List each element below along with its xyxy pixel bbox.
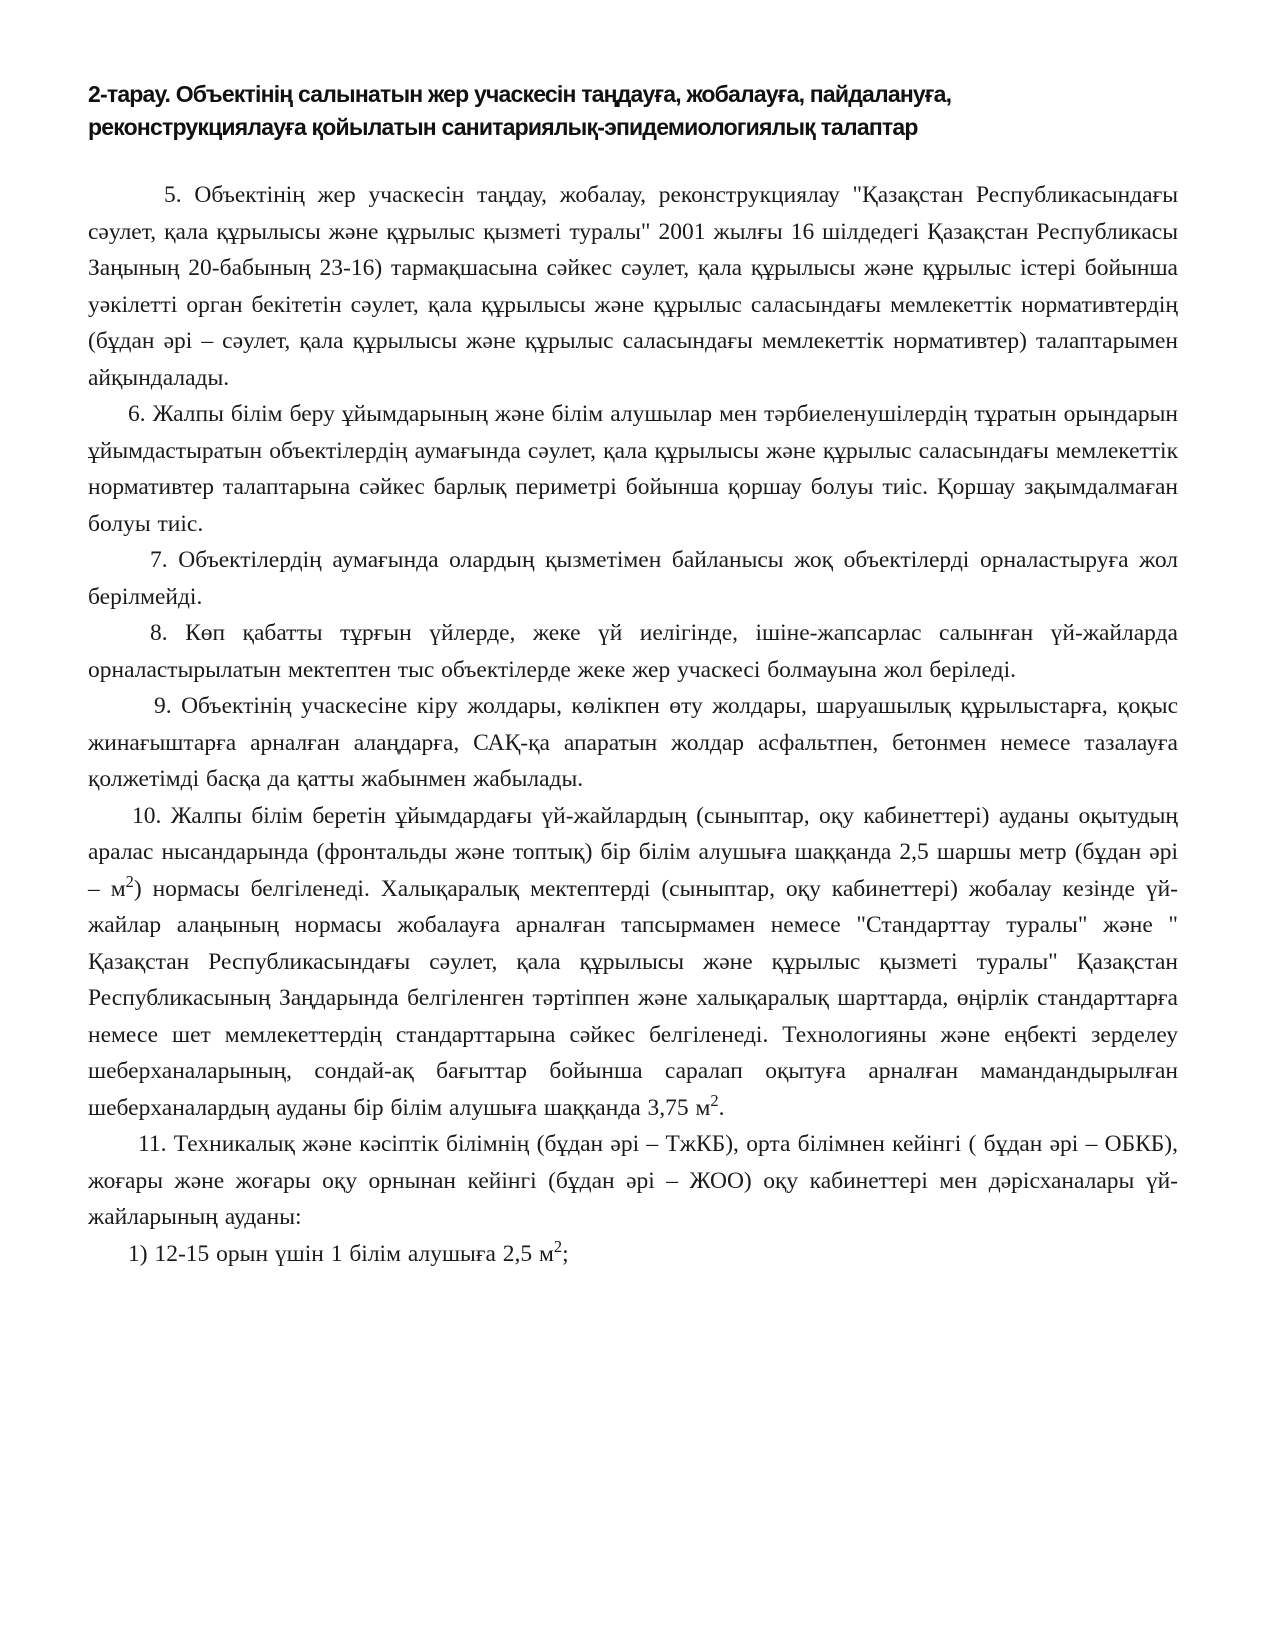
list-item xyxy=(88,1236,1178,1273)
paragraph-10 xyxy=(88,798,1178,1127)
paragraph-11: 11. Техникалық және кәсіптік білімнің (бұдан әрі – ТжКБ), орта білімнен кейінгі ( бұдан әрі – ОБКБ), жоғары және жоғары оқу орнынан кейінгі (бұдан әрі – ЖОО) оқу кабинеттері мен дәрісханалары үй-жайларының ауданы: xyxy=(88,1131,1178,1230)
paragraph-10-text-a: 10. Жалпы білім беретін ұйымдардағы үй-жайлардың (сыныптар, оқу кабинеттері) ауданы оқытудың аралас нысандарында (фронтальды және топтық) бір білім алушыға шаққанда 2,5 шаршы метр (бұдан әрі – м xyxy=(88,802,1178,902)
paragraph-8: 8. Көп қабатты тұрғын үйлерде, жеке үй иелігінде, ішіне-жапсарлас салынған үй-жайларда орналастырылатын мектептен тыс объектілерде жеке жер учаскесі болмауына жол беріледі. xyxy=(88,620,1178,683)
chapter-heading-line-1: 2-тарау. Объектінің салынатын жер учаскесін таңдауға, жобалауға, пайдалануға, xyxy=(88,81,952,107)
paragraph-9: 9. Объектінің учаскесіне кіру жолдары, көлікпен өту жолдары, шаруашылық құрылыстарға, қоқыс жинағыштарға арналған алаңдарға, САҚ-қа апаратын жолдар асфальтпен, бетонмен немесе тазалауға қолжетімді басқа да қатты жабынмен жабылады. xyxy=(88,693,1178,792)
chapter-heading-line-2: реконструкциялауға қойылатын санитариялық-эпидемиологиялық талаптар xyxy=(88,114,918,140)
paragraph-10-text-b: ) нормасы белгіленеді. Халықаралық мектептерді (сыныптар, оқу кабинеттері) жобалау кезінде үй-жайлар алаңының нормасы жобалауға арналған тапсырмамен немесе "Стандарттау туралы" және " Қазақстан Республикасындағы сәулет, қала құрылысы және құрылыс қызметі туралы" Қазақстан Республикасының Заңдарында белгіленген тәртіппен және халықаралық шарттарда, өңірлік стандарттарға немесе шет мемлекеттердің стандарттарына сәйкес белгіленеді. Технологияны және еңбекті зерделеу шеберханаларының, сондай-ақ бағыттар бойынша саралап оқытуға арналған мамандандырылған шеберханалардың ауданы бір білім алушыға шаққанда 3,75 м xyxy=(88,875,1178,1121)
superscript-2: 2 xyxy=(553,1236,563,1256)
paragraph-7: 7. Объектілердің аумағында олардың қызметімен байланысы жоқ объектілерді орналастыруға жол берілмейді. xyxy=(88,547,1178,610)
superscript-2: 2 xyxy=(125,871,134,891)
list-item-end: ; xyxy=(562,1240,569,1267)
paragraph-10-text-c: . xyxy=(718,1094,725,1121)
paragraph-6: 6. Жалпы білім беру ұйымдарының және білім алушылар мен тәрбиеленушілердің тұратын орындарын ұйымдастыратын объектілердің аумағында сәулет, қала құрылысы және құрылыс саласындағы мемлекеттік нормативтер талаптарына сәйкес барлық периметрі бойынша қоршау болуы тиіс. Қоршау зақымдалмаған болуы тиіс. xyxy=(88,401,1178,537)
paragraph-5: 5. Объектінің жер учаскесін таңдау, жобалау, реконструкциялау "Қазақстан Республикасындағы сәулет, қала құрылысы және құрылыс қызметі туралы" 2001 жылғы 16 шілдедегі Қазақстан Республикасы Заңының 20-бабының 23-16) тармақшасына сәйкес сәулет, қала құрылысы және құрылыс істері бойынша уәкілетті орган бекітетін сәулет, қала құрылысы және құрылыс саласындағы мемлекеттік нормативтердің (бұдан әрі – сәулет, қала құрылысы және құрылыс саласындағы мемлекеттік нормативтер) талаптарымен айқындалады. xyxy=(88,182,1178,391)
document-page xyxy=(88,78,1178,1272)
superscript-2: 2 xyxy=(710,1090,719,1110)
list-item-text: 1) 12-15 орын үшін 1 білім алушыға 2,5 м xyxy=(128,1240,554,1267)
chapter-heading xyxy=(88,78,1178,144)
